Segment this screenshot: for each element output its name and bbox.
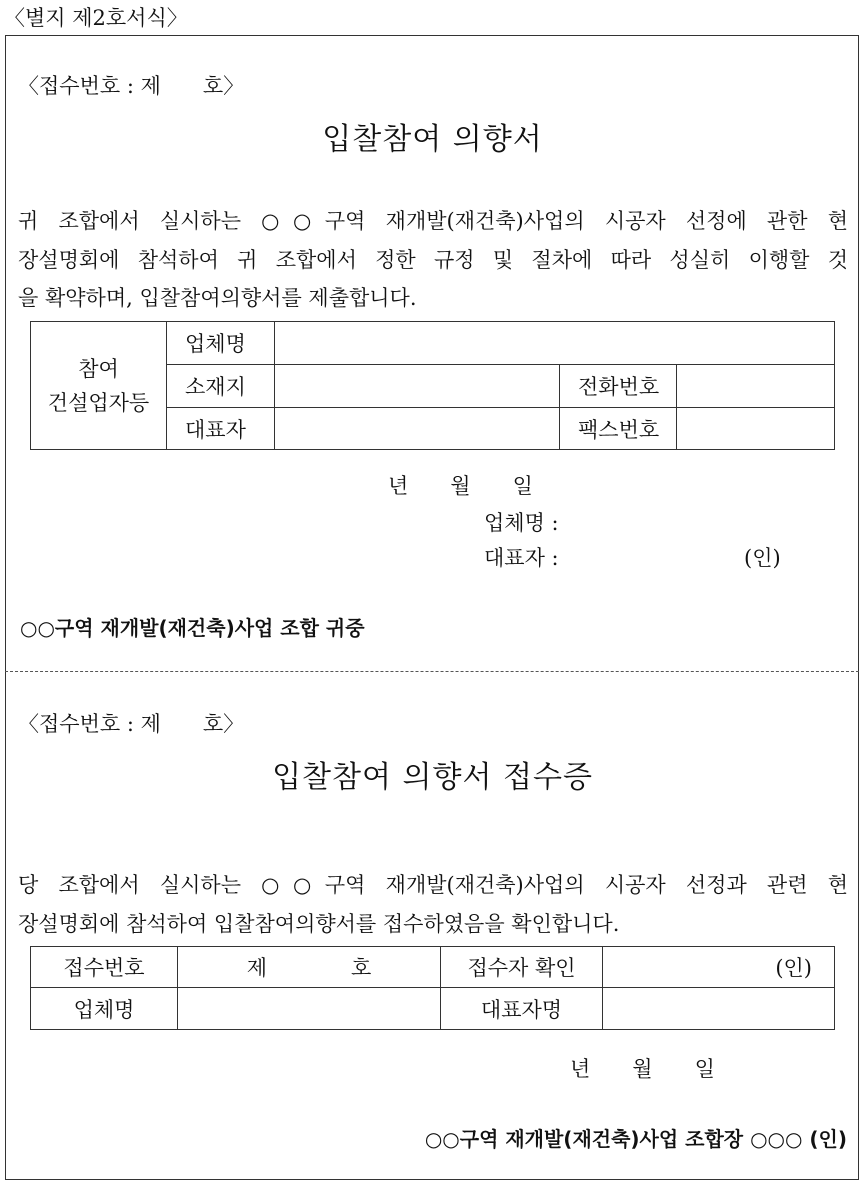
receipt-number-value: 제 호	[178, 947, 441, 988]
receipt-info-table	[30, 946, 835, 1030]
cut-line-divider	[5, 671, 859, 672]
company-name-label: 업체명	[167, 322, 275, 365]
participant-group-label: 참여	[78, 356, 119, 381]
fax-label: 팩스번호	[560, 408, 677, 450]
form-date-line: 년 월 일	[388, 474, 533, 498]
fax-field[interactable]	[677, 408, 835, 450]
form-number-label: 〈별지 제2호서식〉	[4, 6, 188, 30]
signature-company-line: 업체명 :	[484, 511, 559, 535]
representative-name-label: 대표자명	[441, 988, 603, 1030]
participant-info-table	[30, 321, 835, 450]
chairman-signature-line: ○○구역 재개발(재건축)사업 조합장 ○○○ (인)	[424, 1127, 847, 1151]
participant-group-cell	[31, 322, 167, 450]
receipt-company-field[interactable]	[178, 988, 441, 1030]
signature-seal-mark: (인)	[744, 546, 781, 570]
address-label: 소재지	[167, 365, 275, 408]
phone-field[interactable]	[677, 365, 835, 408]
form-title: 입찰참여 의향서	[322, 122, 543, 157]
representative-label: 대표자	[167, 408, 275, 450]
receipt-section-number-line: 〈접수번호 : 제 호〉	[18, 712, 245, 736]
company-name-field[interactable]	[275, 322, 835, 365]
form-statement-line: 귀 조합에서 실시하는 ○○구역 재개발(재건축)사업의 시공자 선정에 관한 현	[18, 209, 848, 233]
receiver-confirm-label: 접수자 확인	[441, 947, 603, 988]
form-statement	[18, 202, 848, 318]
participant-group-label: 건설업자등	[47, 390, 150, 415]
form-statement-line: 을 확약하며, 입찰참여의향서를 제출합니다.	[18, 286, 417, 310]
receipt-number-label: 접수번호	[31, 947, 178, 988]
form-statement-line: 장설명회에 참석하여 귀 조합에서 정한 규정 및 절차에 따라 성실히 이행할 것	[18, 247, 848, 272]
representative-name-field[interactable]	[603, 988, 835, 1030]
receipt-statement-line: 당 조합에서 실시하는 ○○구역 재개발(재건축)사업의 시공자 선정과 관련 현	[18, 873, 848, 897]
receipt-date-line: 년 월 일	[570, 1057, 715, 1081]
addressee-line: ○○구역 재개발(재건축)사업 조합 귀중	[20, 616, 365, 640]
address-field[interactable]	[275, 365, 560, 408]
receipt-company-label: 업체명	[31, 988, 178, 1030]
signature-representative-line: 대표자 :	[484, 546, 559, 570]
receipt-title: 입찰참여 의향서 접수증	[272, 760, 593, 795]
receiver-seal-cell[interactable]: (인)	[603, 947, 835, 988]
receipt-statement-line: 장설명회에 참석하여 입찰참여의향서를 접수하였음을 확인합니다.	[18, 911, 620, 936]
receipt-statement	[18, 866, 848, 943]
representative-field[interactable]	[275, 408, 560, 450]
receipt-number-line: 〈접수번호 : 제 호〉	[18, 74, 245, 98]
phone-label: 전화번호	[560, 365, 677, 408]
